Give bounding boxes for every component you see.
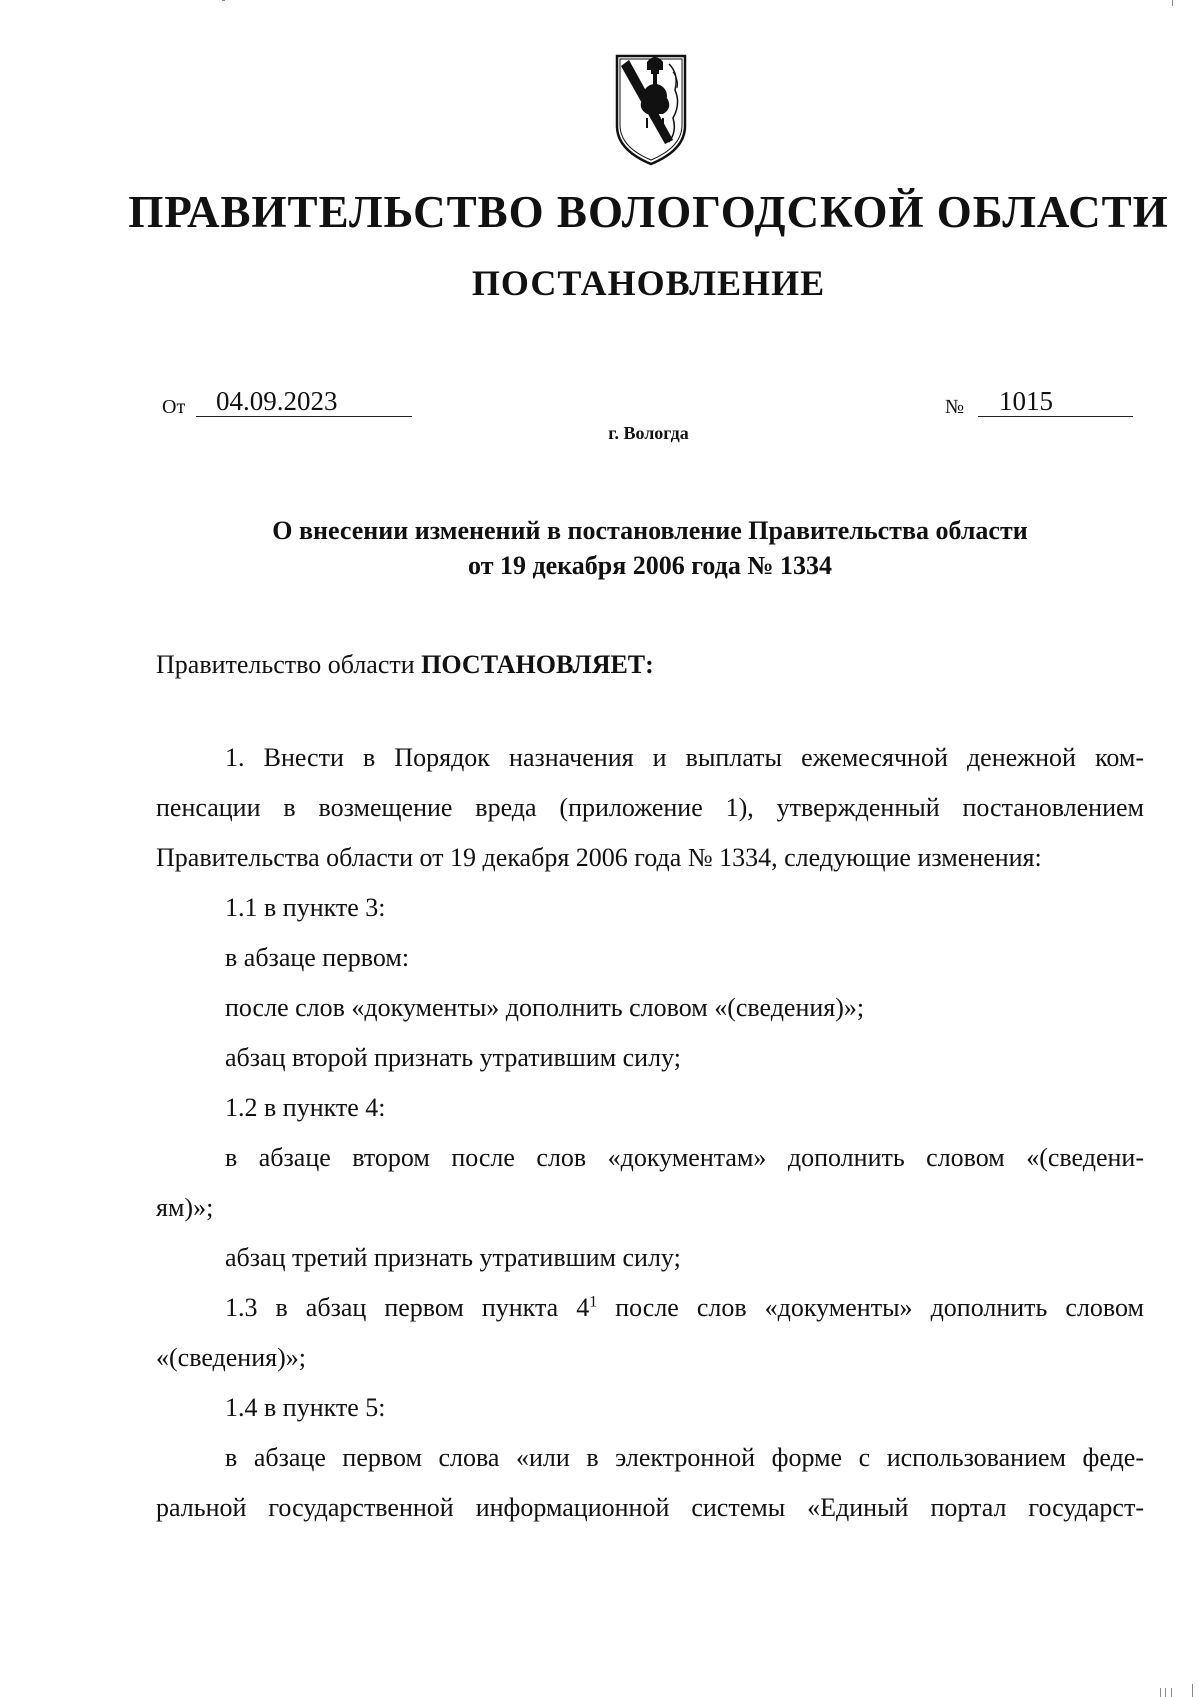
document-subject	[150, 513, 1150, 583]
item-1-2-a-line-1: в абзаце втором после слов «документам» дополнить словом «(сведени-	[225, 1143, 1144, 1172]
item-1-3-superscript: 1	[589, 1293, 598, 1311]
paragraph-1-line-3: Правительства области от 19 декабря 2006 года № 1334, следующие изменения:	[156, 843, 1042, 872]
item-1-1: 1.1 в пункте 3:	[225, 893, 386, 922]
item-1-2-b: абзац третий признать утратившим силу;	[225, 1243, 681, 1272]
item-1-4: 1.4 в пункте 5:	[225, 1393, 386, 1422]
scan-artifact	[1171, 1688, 1172, 1697]
item-1-1-a: в абзаце первом:	[225, 943, 410, 972]
item-1-3-line-2: «(сведения)»;	[156, 1343, 306, 1372]
paragraph-1-line-1: 1. Внести в Порядок назначения и выплаты ежемесячной денежной ком-	[225, 743, 1144, 772]
scan-artifact	[222, 0, 225, 1]
subject-line-1: О внесении изменений в постановление Правительства области	[272, 516, 1028, 545]
paragraph-1-line-2: пенсации в возмещение вреда (приложение 1), утвержденный постановлением	[156, 793, 1144, 822]
item-1-3-line-1	[225, 1293, 1144, 1323]
document-date-field: 04.09.2023	[196, 385, 412, 417]
item-1-1-c: абзац второй признать утратившим силу;	[225, 1043, 681, 1072]
city-name: г. Вологда	[608, 423, 689, 443]
scan-artifact	[1160, 1688, 1161, 1697]
item-1-4-a-line-2: ральной государственной информационной системы «Единый портал государст-	[156, 1493, 1144, 1522]
preamble-text: Правительство области	[156, 650, 422, 679]
date-label: От	[162, 396, 186, 418]
document-number-field: 1015	[978, 385, 1133, 417]
item-1-2-a-line-2: ям)»;	[156, 1193, 214, 1222]
item-1-3-part-1: 1.3 в абзац первом пункта 4	[225, 1293, 590, 1322]
decree-word: ПОСТАНОВЛЯЕТ:	[421, 650, 654, 679]
vologda-coat-of-arms-emblem	[607, 48, 695, 166]
scan-artifact	[1192, 1684, 1193, 1697]
item-1-2: 1.2 в пункте 4:	[225, 1093, 386, 1122]
scan-artifact	[1172, 0, 1173, 6]
item-1-3-part-2: после слов «документы» дополнить словом	[597, 1293, 1144, 1322]
document-type-title: ПОСТАНОВЛЕНИЕ	[471, 263, 826, 303]
number-label: №	[945, 396, 965, 418]
item-1-1-b: после слов «документы» дополнить словом «(сведения)»;	[225, 993, 865, 1022]
subject-line-2: от 19 декабря 2006 года № 1334	[468, 551, 832, 580]
government-title: ПРАВИТЕЛЬСТВО ВОЛОГОДСКОЙ ОБЛАСТИ	[128, 187, 1169, 237]
scan-artifact	[1165, 1688, 1166, 1697]
preamble	[156, 650, 1144, 680]
item-1-4-a-line-1: в абзаце первом слова «или в электронной форме с использованием феде-	[225, 1443, 1144, 1472]
